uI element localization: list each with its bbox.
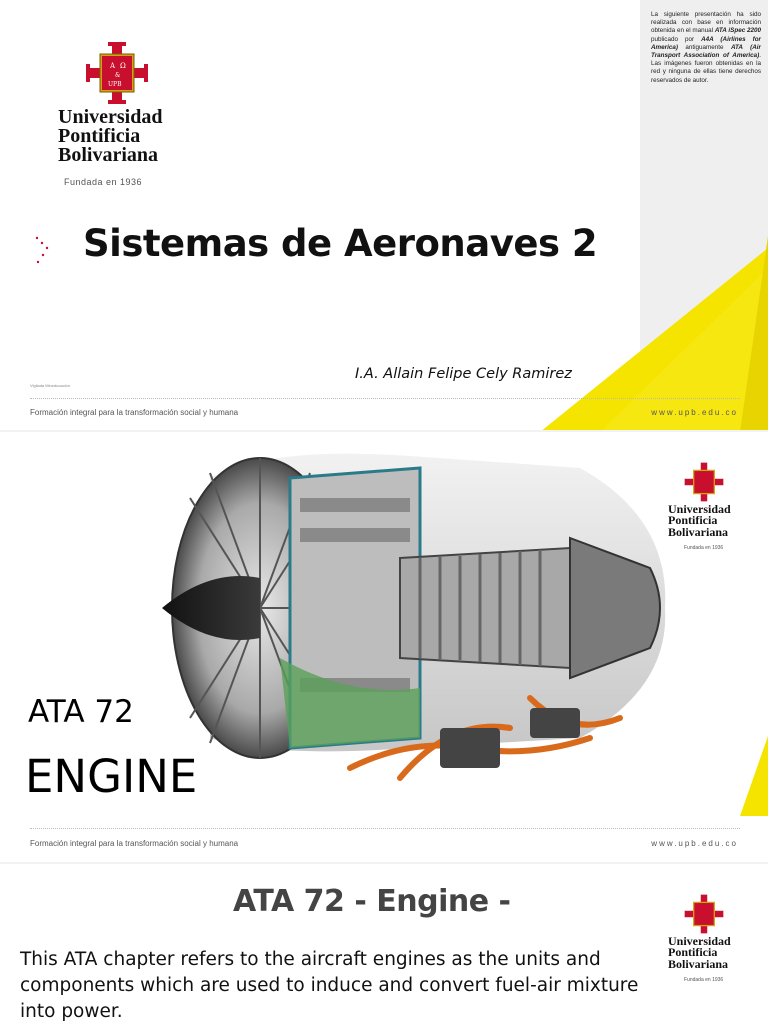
university-name: Universidad Pontificia Bolivariana bbox=[668, 934, 731, 971]
yellow-stripe-decoration bbox=[740, 736, 768, 816]
svg-text:A: A bbox=[110, 62, 116, 70]
ata72-description-slide bbox=[0, 864, 768, 1024]
founded-year: Fundada en 1936 bbox=[684, 977, 724, 984]
footer-slogan: Formación integral para la transformación social y humana bbox=[30, 408, 239, 417]
author-name: I.A. Allain Felipe Cely Ramirez bbox=[355, 366, 572, 382]
copyright-note: La siguiente presentación ha sido realizada con base en información obtenida en el manual ATA iSpec 2200 publicado por A4A (Airlines for America) antiguamente ATA (Air Transport Association of America). Las imágenes fueron obtenidas en la red y ninguna de ellas tiene derechos reservados de autor. bbox=[651, 11, 762, 84]
yellow-triangle-decoration bbox=[540, 248, 768, 432]
crest-icon bbox=[86, 42, 148, 104]
ata-chapter-label: ATA 72 bbox=[28, 694, 134, 730]
crest-icon bbox=[684, 462, 724, 502]
engine-heading: ENGINE bbox=[25, 750, 198, 803]
university-logo bbox=[58, 42, 188, 187]
footer-divider bbox=[30, 828, 740, 829]
slide-body-text: This ATA chapter refers to the aircraft engines as the units and components which are used to induce and convert fuel-air mixture into power. bbox=[20, 949, 639, 1022]
university-logo bbox=[668, 894, 748, 983]
svg-text:Ω: Ω bbox=[120, 62, 126, 70]
slide-title: ATA 72 - Engine - bbox=[233, 884, 511, 919]
footer-url: www.upb.edu.co bbox=[651, 408, 738, 417]
engine-slide bbox=[0, 432, 768, 864]
svg-text:UPB: UPB bbox=[108, 81, 122, 88]
university-logo bbox=[668, 462, 748, 551]
title-slide bbox=[0, 0, 768, 432]
footer-slogan: Formación integral para la transformación social y humana bbox=[30, 839, 239, 848]
yellow-stripe-decoration bbox=[740, 236, 768, 432]
vigilada-label: Vigilada Mineducación bbox=[30, 383, 70, 388]
crest-icon bbox=[684, 894, 724, 934]
founded-year: Fundada en 1936 bbox=[64, 177, 143, 187]
svg-text:&: & bbox=[115, 72, 121, 79]
presentation-title: Sistemas de Aeronaves 2 bbox=[83, 222, 598, 265]
university-name: Universidad Pontificia Bolivariana bbox=[58, 106, 163, 166]
footer-divider bbox=[30, 398, 740, 399]
university-name: Universidad Pontificia Bolivariana bbox=[668, 502, 731, 539]
footer-url: www.upb.edu.co bbox=[651, 839, 738, 848]
bullet-dots-icon bbox=[34, 235, 54, 265]
turbofan-engine-cutaway-image bbox=[150, 438, 680, 798]
founded-year: Fundada en 1936 bbox=[684, 545, 724, 552]
